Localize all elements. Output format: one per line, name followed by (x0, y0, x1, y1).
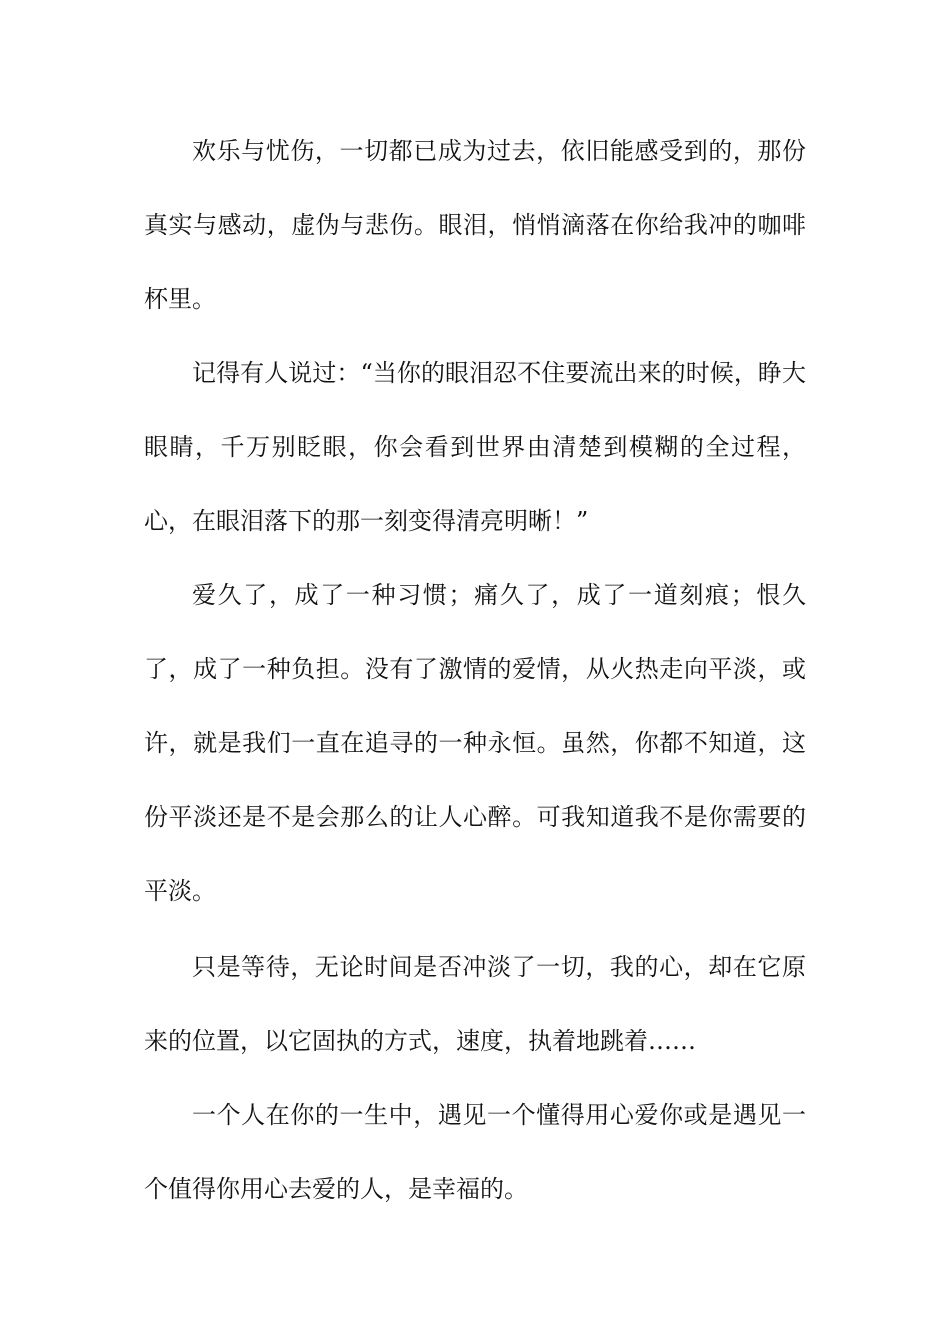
paragraph: 只是等待，无论时间是否冲淡了一切，我的心，却在它原来的位置，以它固执的方式，速度，执着地跳着…… (144, 953, 806, 1055)
text-section-bottom (144, 930, 806, 1226)
text-section-top (144, 114, 806, 928)
paragraph: 记得有人说过：“当你的眼泪忍不住要流出来的时候，睁大眼睛，千万别眨眼，你会看到世界由清楚到模糊的全过程，心，在眼泪落下的那一刻变得清亮明晰！” (144, 359, 806, 535)
paragraph: 一个人在你的一生中，遇见一个懂得用心爱你或是遇见一个值得你用心去爱的人，是幸福的。 (144, 1101, 806, 1203)
paragraph: 爱久了，成了一种习惯；痛久了，成了一道刻痕；恨久了，成了一种负担。没有了激情的爱情，从火热走向平淡，或许，就是我们一直在追寻的一种永恒。虽然，你都不知道，这份平淡还是不是会那么的让人心醉。可我知道我不是你需要的平淡。 (144, 581, 806, 905)
paragraph: 欢乐与忧伤，一切都已成为过去，依旧能感受到的，那份真实与感动，虚伪与悲伤。眼泪，悄悄滴落在你给我冲的咖啡杯里。 (144, 137, 806, 313)
